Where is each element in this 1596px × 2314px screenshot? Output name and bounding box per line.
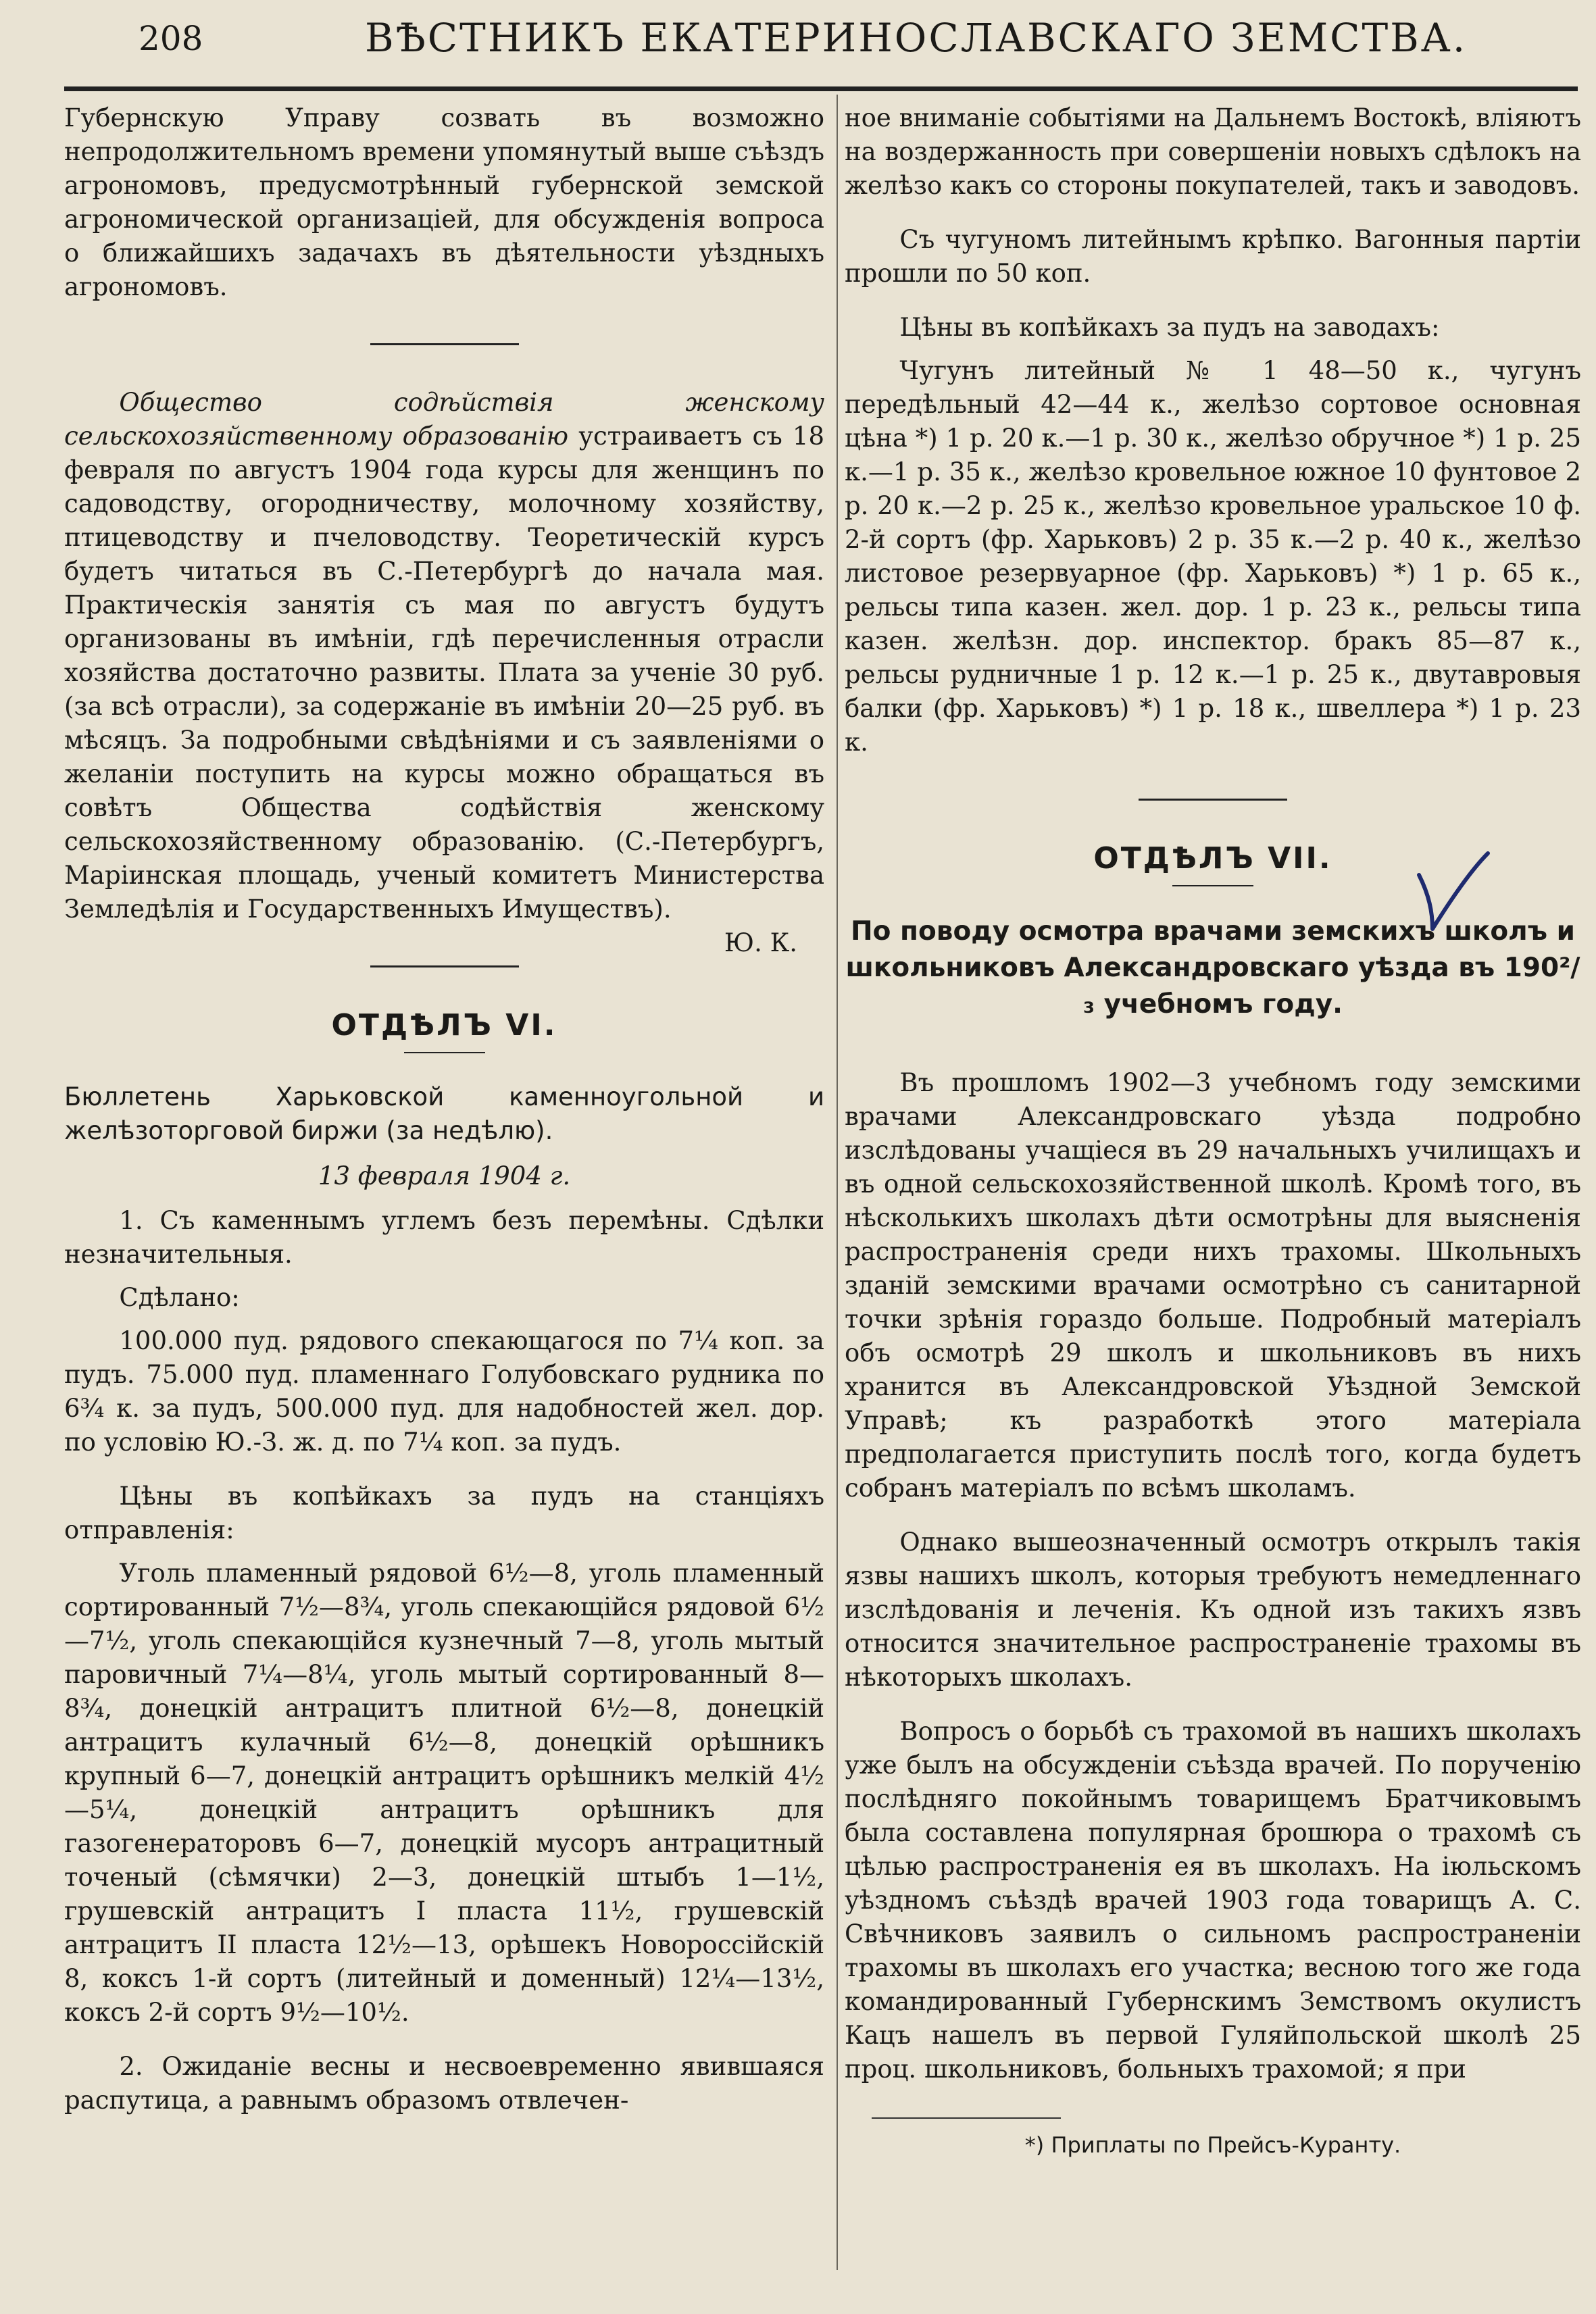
footnote-rule — [872, 2117, 1061, 2119]
signature: Ю. К. — [724, 928, 797, 957]
section-6-title: ОТДѢЛЪ VI. — [331, 1008, 557, 1042]
article-paragraph-3: Вопросъ о борьбѣ съ трахомой въ нашихъ школахъ уже былъ на обсужденіи съѣзда врачей. По порученію послѣдняго покойнымъ товарищемъ Братчиковымъ была составлена популярная брошюра о трахомѣ съ цѣлью распространенія ея въ школахъ. На іюльскомъ уѣздномъ съѣздѣ врачей 1903 года товарищъ А. С. Свѣчниковъ заявилъ о сильномъ распространеніи трахомы въ школахъ его участка; весною того же года командированный Губернскимъ Земствомъ окулистъ Кацъ нашелъ въ первой Гуляйпольской школѣ 25 проц. школьниковъ, больныхъ трахомой; я при — [845, 1717, 1581, 2084]
left-paragraph-1: Губернскую Управу созвать въ возможно непродолжительномъ времени упомянутый выше съѣздъ агрономовъ, предусмотрѣнный губернской земской агрономической организаціей, для обсужденія вопроса о ближайшихъ задачахъ въ дѣятельности уѣздныхъ агрономовъ. — [64, 103, 824, 301]
factory-prices-label: Цѣны въ копѣйкахъ за пудъ на заводахъ: — [899, 313, 1440, 342]
article-paragraph-1: Въ прошломъ 1902—3 учебномъ году земскими врачами Александровскаго уѣзда подробно изслѣдованы учащіеся въ 29 начальныхъ училищахъ и въ одной сельскохозяйственной школѣ. Кромѣ того, въ нѣсколькихъ школахъ дѣти осмотрѣны для выясненія распространенія среди нихъ трахомы. Школьныхъ зданій земскими врачами осмотрѣно съ санитарной точки зрѣнія гораздо больше. Подробный матеріалъ объ осмотрѣ 29 школъ и школьниковъ въ нихъ хранится въ Александровской Уѣздной Земской Управѣ; къ разработкѣ этого матеріала предполагается приступить послѣ того, когда будетъ собранъ матеріалъ по всѣмъ школамъ. — [845, 1068, 1581, 1503]
page-number: 208 — [139, 19, 203, 58]
society-name: Общество содѣйствія женскому сельскохозяйственному образованію — [64, 388, 824, 451]
iron-paragraph: Съ чугуномъ литейнымъ крѣпко. Вагонныя партіи прошли по 50 коп. — [845, 225, 1581, 288]
station-prices: Уголь пламенный рядовой 6½—8, уголь пламенный сортированный 7½—8¾, уголь спекающійся рядовой 6½—7½, уголь спекающійся кузнечный 7—8, уголь мытый паровичный 7¼—8¼, уголь мытый сортированный 8—8¾, донецкій антрацитъ плитной 6½—8, донецкій антрацитъ кулачный 6½—8, донецкій орѣшникъ крупный 6—7, донецкій антрацитъ орѣшникъ мелкій 4½—5¼, донецкій антрацитъ орѣшникъ для газогенераторовъ 6—7, донецкій мусоръ антрацитный точеный (сѣмячки) 2—3, донецкій штыбъ 1—1½, грушевскій антрацитъ I пласта 11½, грушевскій антрацитъ II пласта 12½—13, орѣшекъ Новороссійскій 8, коксъ 1-й сортъ (литейный и доменный) 12¼—13½, коксъ 2-й сортъ 9½—10½. — [64, 1559, 824, 2027]
running-title: ВѢСТНИКЪ ЕКАТЕРИНОСЛАВСКАГО ЗЕМСТВА. — [365, 15, 1468, 61]
spring-paragraph-end: ное вниманіе событіями на Дальнемъ Востокѣ, вліяютъ на воздержанность при совершеніи новыхъ сдѣлокъ на желѣзо какъ со стороны покупателей, такъ и заводовъ. — [845, 103, 1581, 200]
handwritten-checkmark-icon — [1412, 848, 1493, 936]
left-column — [64, 101, 824, 2117]
society-announcement — [64, 386, 824, 957]
footnote: *) Приплаты по Прейсъ-Куранту. — [1024, 2132, 1401, 2158]
article-title: По поводу осмотра врачами земскихъ школъ и школьниковъ Александровскаго уѣзда въ 190²/₃ учебномъ году. — [845, 916, 1580, 1020]
section-title-underline — [404, 1052, 485, 1053]
section-divider — [1139, 799, 1287, 801]
spring-paragraph-start: 2. Ожиданіе весны и несвоевременно явившаяся распутица, а равнымъ образомъ отвлечен- — [64, 2052, 824, 2115]
deals-paragraph: 100.000 пуд. рядового спекающагося по 7¼ коп. за пудъ. 75.000 пуд. пламеннаго Голубовскаго рудника по 6¾ к. за пудъ, 500.000 пуд. для надобностей жел. дор. по условію Ю.-З. ж. д. по 7¼ коп. за пудъ. — [64, 1326, 824, 1457]
section-7-title: ОТДѢЛЪ VII. — [1093, 841, 1332, 876]
header-rule — [64, 86, 1578, 91]
section-divider — [370, 343, 519, 345]
society-announcement-text: устраиваетъ съ 18 февраля по августъ 1904 года курсы для женщинъ по садоводству, огородничеству, молочному хозяйству, птицеводству и пчеловодству. Теоретическій курсъ будетъ читаться въ С.-Петербургѣ до начала мая. Практическія занятія съ мая по августъ будутъ организованы въ имѣніи, гдѣ перечисленныя отрасли хозяйства достаточно развиты. Плата за ученіе 30 руб. (за всѣ отрасли), за содержаніе въ имѣніи 20—25 руб. въ мѣсяцъ. За подробными свѣдѣніями и съ заявленіями о желаніи поступить на курсы можно обращаться въ совѣтъ Общества содѣйствія женскому сельскохозяйственному образованію. (С.-Петербургъ, Маріинская площадь, ученый комитетъ Министерства Земледѣлія и Государственныхъ Имуществъ). — [64, 422, 824, 924]
factory-prices: Чугунъ литейный № 1 48—50 к., чугунъ передѣльный 42—44 к., желѣзо сортовое основная цѣна *) 1 р. 20 к.—1 р. 30 к., желѣзо обручное *) 1 р. 25 к.—1 р. 35 к., желѣзо кровельное южное 10 фунтовое 2 р. 20 к.—2 р. 25 к., желѣзо кровельное уральское 10 ф. 2-й сортъ (фр. Харьковъ) 2 р. 35 к.—2 р. 40 к., желѣзо листовое резервуарное (фр. Харьковъ) *) 1 р. 65 к., рельсы типа казен. жел. дор. 1 р. 23 к., рельсы типа казен. желѣзн. дор. инспектор. бракъ 85—87 к., рельсы рудничные 1 р. 12 к.—1 р. 25 к., двутавровыя балки (фр. Харьковъ) *) 1 р. 18 к., швеллера *) 1 р. 23 к. — [845, 356, 1581, 757]
article-paragraph-2: Однако вышеозначенный осмотръ открылъ такія язвы нашихъ школъ, которыя требуютъ немедленнаго изслѣдованія и леченія. Къ одной изъ такихъ язвъ относится значительное распространеніе трахомы въ нѣкоторыхъ школахъ. — [845, 1528, 1581, 1692]
page-header — [0, 15, 1596, 62]
right-column — [845, 101, 1581, 2158]
coal-intro: 1. Съ каменнымъ углемъ безъ перемѣны. Сдѣлки незначительныя. — [64, 1206, 824, 1269]
bulletin-date: 13 февраля 1904 г. — [318, 1161, 571, 1190]
station-prices-label: Цѣны въ копѣйкахъ за пудъ на станціяхъ отправленія: — [64, 1482, 824, 1544]
section-title-underline — [1172, 885, 1253, 886]
column-rule — [837, 95, 838, 2270]
bulletin-title: Бюллетень Харьковской каменноугольной и желѣзоторговой биржи (за недѣлю). — [64, 1082, 824, 1145]
section-divider — [370, 965, 519, 967]
done-label: Сдѣлано: — [119, 1283, 240, 1312]
